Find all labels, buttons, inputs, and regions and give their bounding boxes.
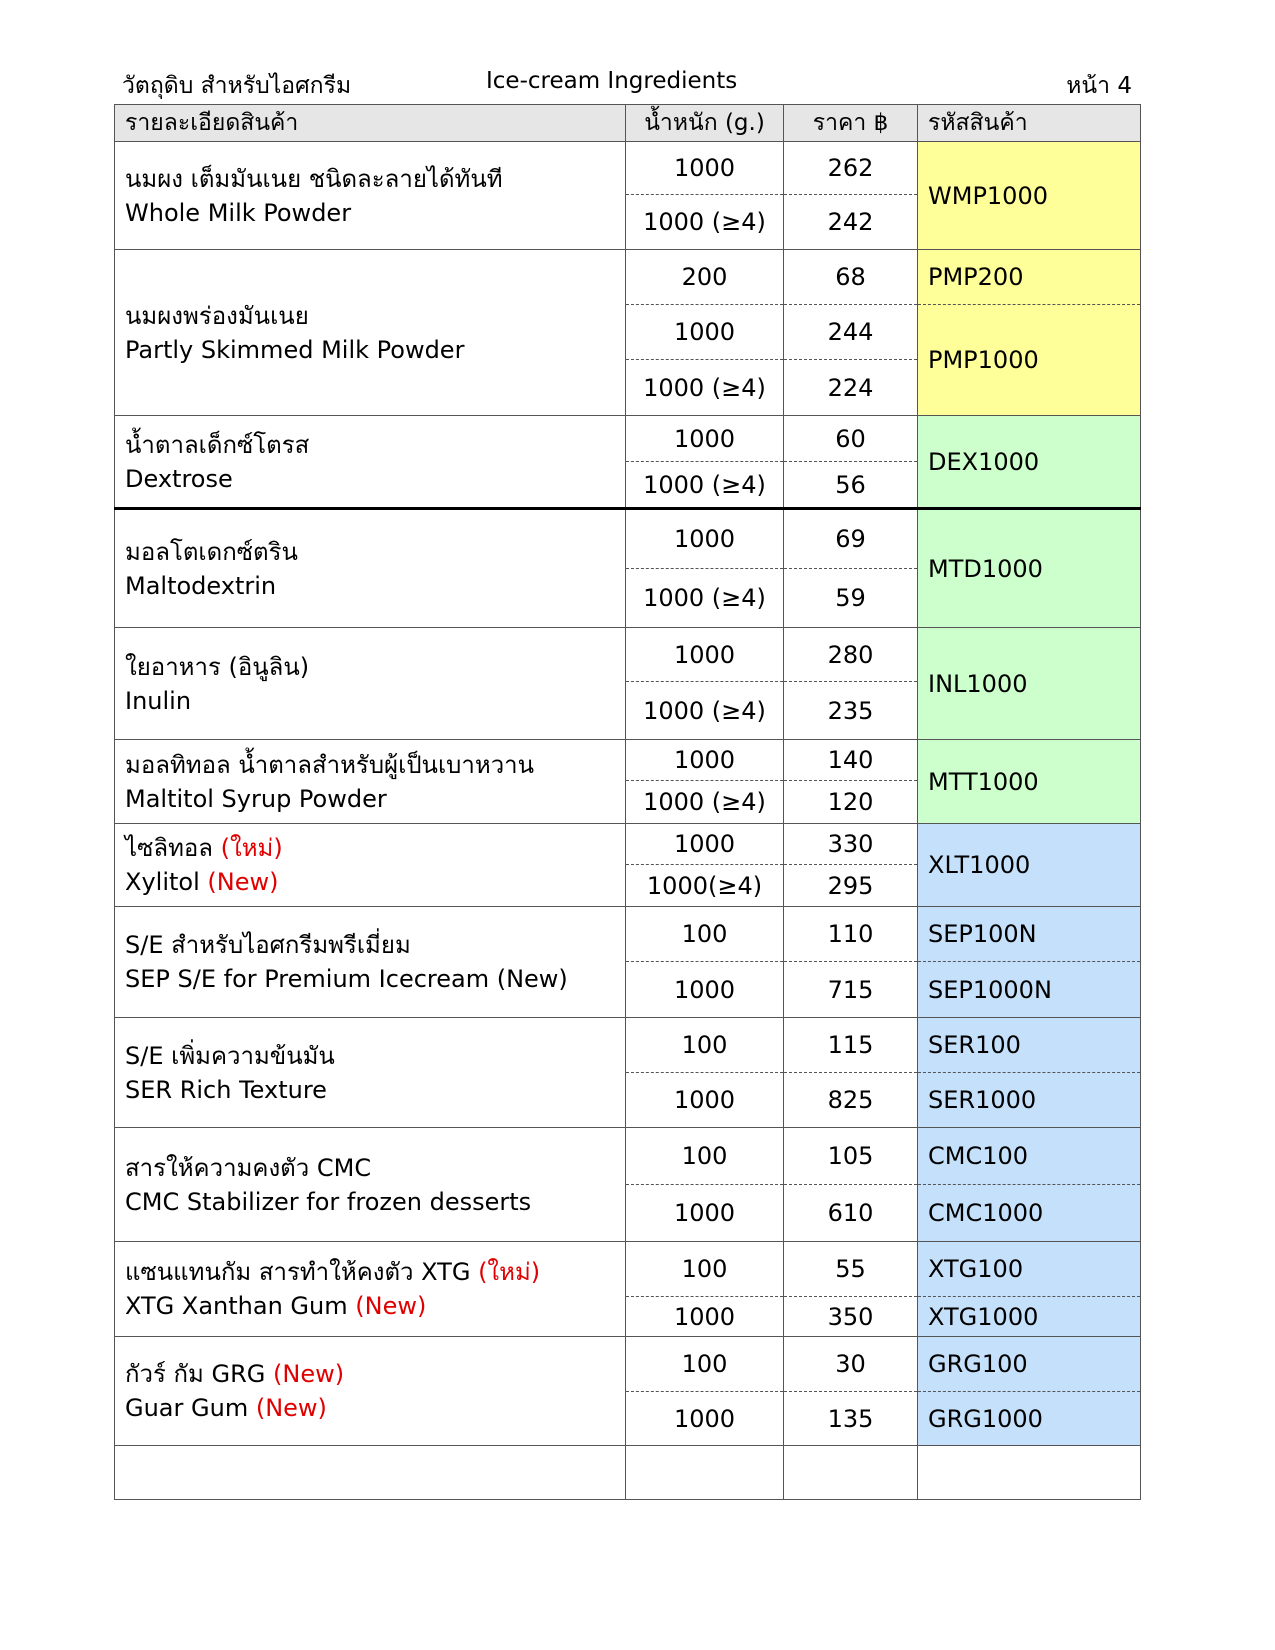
product-name-english [125, 569, 625, 603]
table-row [115, 824, 1141, 865]
product-name-thai [125, 1357, 625, 1391]
price-cell: 235 [784, 682, 918, 740]
weight-cell: 1000 [626, 740, 784, 781]
weight-cell: 1000 [626, 1073, 784, 1128]
title-english: Ice-cream Ingredients [486, 68, 738, 94]
price-cell: 242 [784, 195, 918, 250]
name-english-text: Maltitol Syrup Powder [125, 784, 387, 813]
price-cell: 60 [784, 416, 918, 462]
new-badge: (ใหม่) [220, 834, 283, 862]
weight-cell: 1000 [626, 1185, 784, 1242]
product-code-cell: GRG1000 [918, 1392, 1141, 1446]
product-name-thai [125, 1151, 625, 1185]
product-name-thai [125, 535, 625, 569]
column-header-weight: น้ำหนัก (g.) [626, 105, 784, 142]
product-code-cell: GRG100 [918, 1337, 1141, 1392]
name-english-text: Partly Skimmed Milk Powder [125, 335, 465, 364]
weight-cell: 1000 (≥4) [626, 462, 784, 509]
product-code-cell: SEP1000N [918, 962, 1141, 1018]
price-cell: 140 [784, 740, 918, 781]
weight-cell: 1000 (≥4) [626, 781, 784, 824]
product-code-cell: PMP1000 [918, 305, 1141, 416]
product-code-cell: XTG1000 [918, 1297, 1141, 1337]
weight-cell: 100 [626, 1337, 784, 1392]
table-row [115, 250, 1141, 305]
name-english-text: Guar Gum [125, 1394, 256, 1422]
product-description [115, 740, 626, 824]
table-row [115, 628, 1141, 682]
price-cell: 59 [784, 569, 918, 628]
weight-cell: 200 [626, 250, 784, 305]
name-english-text: CMC Stabilizer for frozen desserts [125, 1187, 532, 1216]
product-code-cell: SER1000 [918, 1073, 1141, 1128]
name-thai-text: มอลทิทอล น้ำตาลสำหรับผู้เป็นเบาหวาน [125, 750, 535, 779]
name-thai-text: นมผง เต็มมันเนย ชนิดละลายได้ทันที [125, 164, 503, 193]
price-cell: 280 [784, 628, 918, 682]
price-cell: 115 [784, 1018, 918, 1073]
name-english-text: Xylitol [125, 868, 208, 896]
empty-cell [115, 1446, 626, 1500]
column-header-price: ราคา ฿ [784, 105, 918, 142]
new-badge: (ใหม่) [478, 1258, 541, 1286]
table-row [115, 1242, 1141, 1297]
product-code-cell: CMC100 [918, 1128, 1141, 1185]
weight-cell: 100 [626, 1128, 784, 1185]
price-cell: 55 [784, 1242, 918, 1297]
product-description [115, 416, 626, 509]
price-cell: 715 [784, 962, 918, 1018]
empty-row [115, 1446, 1141, 1500]
product-description [115, 628, 626, 740]
price-cell: 610 [784, 1185, 918, 1242]
product-description [115, 907, 626, 1018]
product-code-cell: MTT1000 [918, 740, 1141, 824]
empty-cell [918, 1446, 1141, 1500]
price-cell: 330 [784, 824, 918, 865]
price-cell: 30 [784, 1337, 918, 1392]
new-badge: (New) [273, 1360, 345, 1388]
column-header-description: รายละเอียดสินค้า [115, 105, 626, 142]
product-code-cell: SEP100N [918, 907, 1141, 962]
product-code-cell: SER100 [918, 1018, 1141, 1073]
new-badge: (New) [255, 1394, 327, 1422]
name-thai-text: ไซลิทอล [125, 834, 221, 862]
product-code-cell: WMP1000 [918, 142, 1141, 250]
page-header [114, 68, 1140, 102]
name-thai-text: สารให้ความคงตัว CMC [125, 1153, 372, 1182]
weight-cell: 100 [626, 907, 784, 962]
product-name-english [125, 1391, 625, 1425]
price-cell: 262 [784, 142, 918, 195]
table-row [115, 416, 1141, 462]
weight-cell: 1000 (≥4) [626, 195, 784, 250]
weight-cell: 1000 (≥4) [626, 360, 784, 416]
price-cell: 69 [784, 509, 918, 569]
product-name-thai [125, 748, 625, 782]
name-thai-text: ใยอาหาร (อินูลิน) [125, 652, 310, 681]
price-cell: 244 [784, 305, 918, 360]
name-thai-text: นมผงพร่องมันเนย [125, 301, 309, 330]
name-thai-text: น้ำตาลเด็กซ์โตรส [125, 430, 310, 459]
product-name-english [125, 1289, 625, 1323]
price-cell: 224 [784, 360, 918, 416]
price-cell: 120 [784, 781, 918, 824]
product-name-english [125, 196, 625, 230]
product-name-english [125, 782, 625, 816]
weight-cell: 1000 [626, 1392, 784, 1446]
title-thai: วัตถุดิบ สำหรับไอศกรีม [122, 73, 352, 99]
page-number: หน้า 4 [1066, 73, 1132, 99]
column-header-code: รหัสสินค้า [918, 105, 1141, 142]
table-row [115, 1018, 1141, 1073]
product-code-cell: PMP200 [918, 250, 1141, 305]
name-english-text: SEP S/E for Premium Icecream (New) [125, 965, 568, 993]
product-name-english [125, 962, 625, 996]
product-description [115, 1128, 626, 1242]
empty-cell [784, 1446, 918, 1500]
price-cell: 295 [784, 865, 918, 907]
product-code-cell: INL1000 [918, 628, 1141, 740]
product-code-cell: DEX1000 [918, 416, 1141, 509]
product-description [115, 824, 626, 907]
product-name-english [125, 462, 625, 496]
name-thai-text: S/E สำหรับไอศกรีมพรีเมี่ยม [125, 931, 411, 959]
product-code-cell: XTG100 [918, 1242, 1141, 1297]
weight-cell: 1000 [626, 824, 784, 865]
product-name-thai [125, 1255, 625, 1289]
new-badge: (New) [207, 868, 279, 896]
product-name-english [125, 684, 625, 718]
table-header-row [115, 105, 1141, 142]
table-row [115, 142, 1141, 195]
product-code-cell: XLT1000 [918, 824, 1141, 907]
product-name-thai [125, 831, 625, 865]
name-thai-text: S/E เพิ่มความข้นมัน [125, 1041, 335, 1070]
product-name-thai [125, 428, 625, 462]
product-description [115, 509, 626, 628]
price-cell: 825 [784, 1073, 918, 1128]
table-row [115, 509, 1141, 569]
price-cell: 110 [784, 907, 918, 962]
product-description [115, 1337, 626, 1446]
name-thai-text: กัวร์ กัม GRG [125, 1360, 274, 1388]
weight-cell: 1000 [626, 962, 784, 1018]
weight-cell: 1000 [626, 628, 784, 682]
name-english-text: Dextrose [125, 464, 233, 493]
product-name-thai [125, 650, 625, 684]
name-english-text: Whole Milk Powder [125, 198, 352, 227]
product-name-english [125, 865, 625, 899]
product-description [115, 250, 626, 416]
product-description [115, 142, 626, 250]
table-row [115, 1337, 1141, 1392]
price-cell: 56 [784, 462, 918, 509]
table-row [115, 907, 1141, 962]
price-cell: 68 [784, 250, 918, 305]
product-name-thai [125, 1039, 625, 1073]
price-table [114, 104, 1141, 1500]
weight-cell: 1000 [626, 416, 784, 462]
weight-cell: 100 [626, 1018, 784, 1073]
weight-cell: 1000 (≥4) [626, 569, 784, 628]
product-name-english [125, 333, 625, 367]
weight-cell: 1000 [626, 142, 784, 195]
weight-cell: 1000 [626, 305, 784, 360]
product-code-cell: CMC1000 [918, 1185, 1141, 1242]
product-name-english [125, 1185, 625, 1219]
price-cell: 135 [784, 1392, 918, 1446]
product-code-cell: MTD1000 [918, 509, 1141, 628]
name-english-text: XTG Xanthan Gum [125, 1292, 356, 1320]
price-cell: 105 [784, 1128, 918, 1185]
product-description [115, 1242, 626, 1337]
name-english-text: SER Rich Texture [125, 1075, 327, 1104]
name-english-text: Inulin [125, 686, 192, 715]
name-english-text: Maltodextrin [125, 571, 277, 600]
weight-cell: 1000(≥4) [626, 865, 784, 907]
product-name-thai [125, 928, 625, 962]
product-name-thai [125, 299, 625, 333]
weight-cell: 1000 [626, 509, 784, 569]
new-badge: (New) [355, 1292, 427, 1320]
price-cell: 350 [784, 1297, 918, 1337]
product-description [115, 1018, 626, 1128]
product-name-english [125, 1073, 625, 1107]
weight-cell: 100 [626, 1242, 784, 1297]
name-thai-text: มอลโตเดกซ์ตริน [125, 537, 298, 566]
table-row [115, 740, 1141, 781]
weight-cell: 1000 [626, 1297, 784, 1337]
name-thai-text: แซนแทนกัม สารทำให้คงตัว XTG [125, 1258, 479, 1286]
empty-cell [626, 1446, 784, 1500]
weight-cell: 1000 (≥4) [626, 682, 784, 740]
product-name-thai [125, 162, 625, 196]
table-row [115, 1128, 1141, 1185]
